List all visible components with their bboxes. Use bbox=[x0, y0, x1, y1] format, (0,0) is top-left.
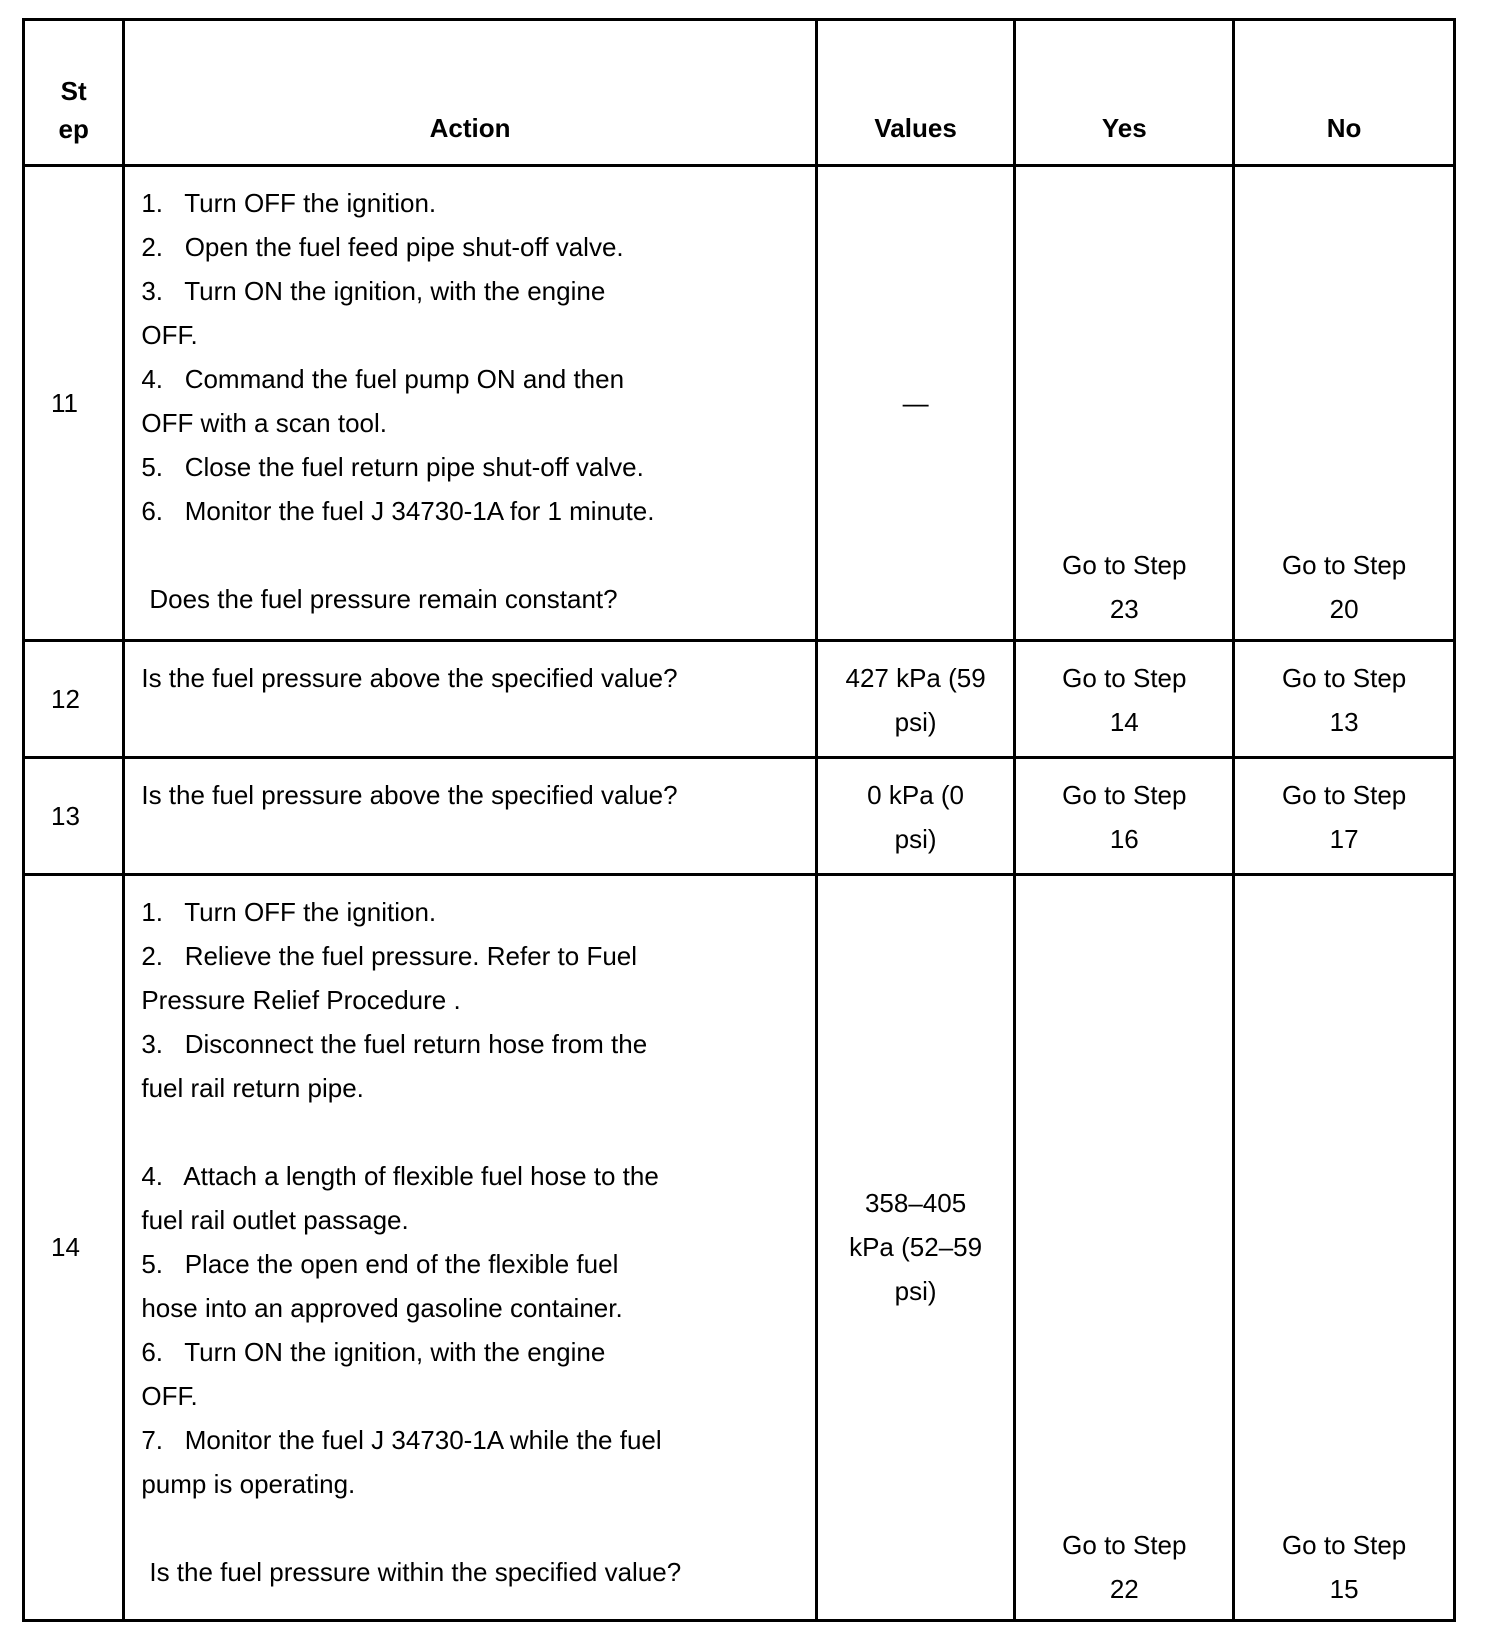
values-cell: — bbox=[816, 165, 1015, 640]
value-line: kPa (52–59 bbox=[849, 1232, 983, 1263]
action-cell bbox=[124, 640, 816, 757]
action-question: Does the fuel pressure remain constant? bbox=[149, 583, 618, 614]
values-cell bbox=[816, 757, 1015, 874]
no-goto-step: 13 bbox=[1329, 706, 1359, 737]
header-action: Action bbox=[124, 20, 816, 166]
action-cell bbox=[124, 874, 816, 1620]
no-goto-step: 15 bbox=[1329, 1574, 1359, 1604]
action-line: 4. Attach a length of flexible fuel hose to the bbox=[141, 1160, 659, 1191]
no-cell bbox=[1234, 640, 1455, 757]
yes-goto-label: Go to Step bbox=[1062, 662, 1187, 693]
value-line: psi) bbox=[894, 706, 937, 737]
no-cell bbox=[1234, 165, 1455, 640]
value-line: 358–405 bbox=[864, 1188, 967, 1219]
action-line: OFF. bbox=[141, 319, 198, 350]
action-line: 3. Turn ON the ignition, with the engine bbox=[141, 275, 606, 306]
table-row-step-14 bbox=[24, 874, 1455, 1620]
action-line: 3. Disconnect the fuel return hose from the bbox=[141, 1028, 648, 1059]
action-line: pump is operating. bbox=[141, 1468, 356, 1499]
no-goto-label: Go to Step bbox=[1281, 779, 1407, 810]
yes-cell bbox=[1015, 757, 1234, 874]
value-line: 0 kPa (0 bbox=[867, 779, 964, 810]
action-cell bbox=[124, 165, 816, 640]
yes-cell bbox=[1015, 874, 1234, 1620]
header-step bbox=[24, 20, 124, 166]
action-line: fuel rail return pipe. bbox=[141, 1072, 364, 1103]
action-question: Is the fuel pressure within the specified value? bbox=[149, 1556, 682, 1587]
action-line: fuel rail outlet passage. bbox=[141, 1204, 409, 1235]
yes-goto-step: 16 bbox=[1109, 823, 1139, 854]
action-line: 7. Monitor the fuel J 34730-1A while the fuel bbox=[141, 1424, 662, 1455]
header-yes: Yes bbox=[1015, 20, 1234, 166]
yes-goto-label: Go to Step bbox=[1062, 549, 1187, 580]
action-line: 2. Open the fuel feed pipe shut-off valve. bbox=[141, 231, 624, 262]
header-step-text: St ep bbox=[58, 75, 89, 144]
header-values: Values bbox=[816, 20, 1015, 166]
no-goto-label: Go to Step bbox=[1281, 662, 1407, 693]
action-line: OFF. bbox=[141, 1380, 198, 1411]
yes-goto-label: Go to Step bbox=[1062, 779, 1187, 810]
values-cell bbox=[816, 874, 1015, 1620]
value-line: 427 kPa (59 bbox=[845, 662, 986, 693]
action-cell bbox=[124, 757, 816, 874]
values-cell bbox=[816, 640, 1015, 757]
no-goto-step: 20 bbox=[1329, 593, 1359, 624]
action-line: 6. Monitor the fuel J 34730-1A for 1 minute. bbox=[141, 495, 655, 526]
table-row-step-12 bbox=[24, 640, 1455, 757]
no-goto-label: Go to Step bbox=[1281, 549, 1407, 580]
action-line: 5. Close the fuel return pipe shut-off valve. bbox=[141, 451, 644, 482]
yes-goto-step: 22 bbox=[1109, 1574, 1139, 1604]
action-line: 1. Turn OFF the ignition. bbox=[141, 187, 437, 218]
no-goto-label: Go to Step bbox=[1281, 1530, 1407, 1560]
action-line: 1. Turn OFF the ignition. bbox=[141, 896, 437, 927]
header-row bbox=[24, 20, 1455, 166]
value-line: psi) bbox=[894, 823, 937, 854]
step-number: 11 bbox=[24, 165, 124, 640]
yes-cell bbox=[1015, 165, 1234, 640]
action-line: 6. Turn ON the ignition, with the engine bbox=[141, 1336, 606, 1367]
value-line: psi) bbox=[894, 1276, 937, 1307]
step-number: 14 bbox=[24, 874, 124, 1620]
step-number: 12 bbox=[24, 640, 124, 757]
action-line: 2. Relieve the fuel pressure. Refer to Fuel bbox=[141, 940, 638, 971]
step-number: 13 bbox=[24, 757, 124, 874]
yes-goto-label: Go to Step bbox=[1062, 1530, 1187, 1560]
action-line: 5. Place the open end of the flexible fuel bbox=[141, 1248, 619, 1279]
action-question: Is the fuel pressure above the specified value? bbox=[141, 779, 678, 810]
yes-goto-step: 23 bbox=[1109, 593, 1139, 624]
table-row-step-11 bbox=[24, 165, 1455, 640]
action-line: OFF with a scan tool. bbox=[141, 407, 387, 438]
no-cell bbox=[1234, 757, 1455, 874]
action-line: hose into an approved gasoline container. bbox=[141, 1292, 623, 1323]
header-no: No bbox=[1234, 20, 1455, 166]
no-cell bbox=[1234, 874, 1455, 1620]
diagnostic-table bbox=[22, 18, 1456, 1622]
action-question: Is the fuel pressure above the specified value? bbox=[141, 662, 678, 693]
yes-cell bbox=[1015, 640, 1234, 757]
no-goto-step: 17 bbox=[1329, 823, 1359, 854]
table-row-step-13 bbox=[24, 757, 1455, 874]
action-line: Pressure Relief Procedure . bbox=[141, 984, 461, 1015]
action-line: 4. Command the fuel pump ON and then bbox=[141, 363, 625, 394]
yes-goto-step: 14 bbox=[1109, 706, 1139, 737]
